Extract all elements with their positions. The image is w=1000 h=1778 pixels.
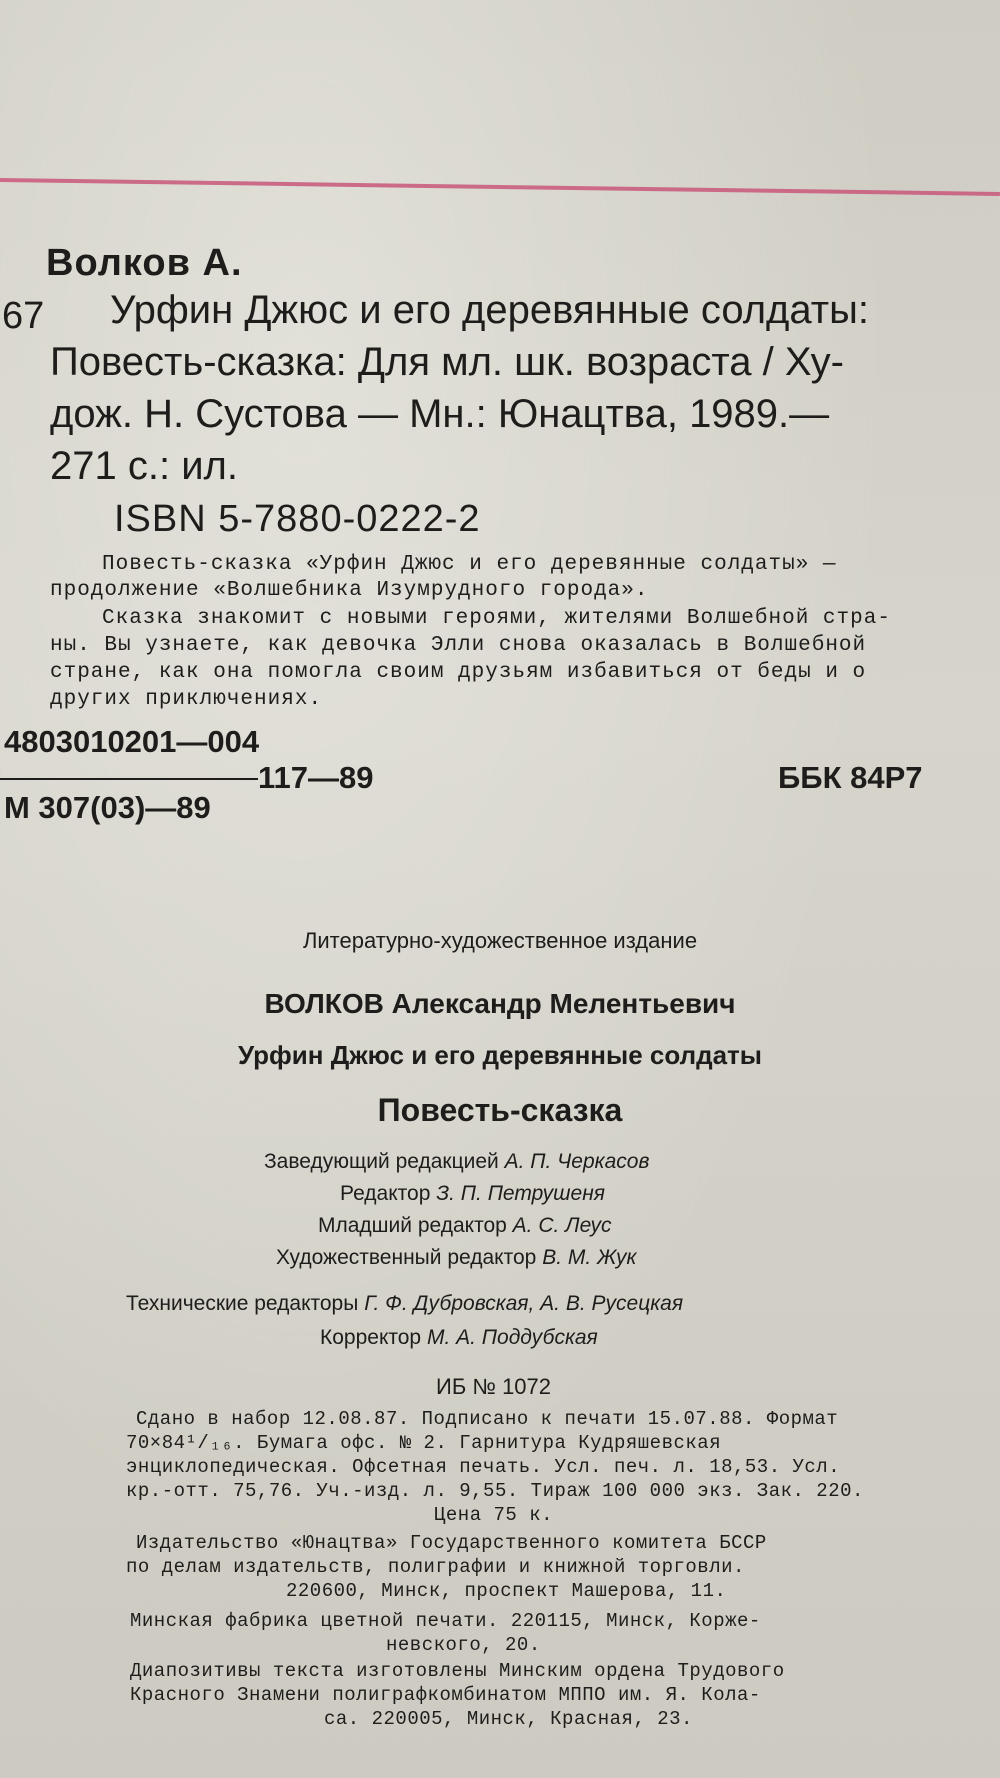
catalog-line-2: Повесть-сказка: Для мл. шк. возраста / Ху- [50, 340, 844, 384]
catalog-line-4: 271 с.: ил. [50, 444, 238, 488]
publisher-line: Издательство «Юнацтва» Государственного комитета БССР [136, 1532, 767, 1554]
imprint-line: кр.-отт. 75,76. Уч.-изд. л. 9,55. Тираж 100 000 экз. Зак. 220. [126, 1480, 864, 1502]
credit-line [318, 1214, 612, 1238]
printer-line: Красного Знамени полиграфкомбинатом МППО им. Я. Кола- [130, 1684, 761, 1706]
credit-name: Г. Ф. Дубровская, А. В. Русецкая [364, 1292, 684, 1315]
printer-line: невского, 20. [386, 1634, 541, 1656]
printer-line: са. 220005, Минск, Красная, 23. [324, 1708, 693, 1730]
code-middle: 117—89 [258, 760, 374, 795]
credit-name: А. П. Черкасов [504, 1150, 650, 1173]
author-full-name: ВОЛКОВ Александр Мелентьевич [264, 988, 736, 1019]
ib-number: ИБ № 1072 [436, 1374, 552, 1399]
credit-name: М. А. Поддубская [426, 1326, 598, 1349]
bbk-code: ББК 84Р7 [778, 760, 923, 795]
credit-line [126, 1292, 683, 1316]
code-fraction-rule [0, 778, 258, 780]
publisher-line: 220600, Минск, проспект Машерова, 11. [286, 1580, 727, 1602]
annotation-line: Повесть-сказка «Урфин Джюс и его деревянные солдаты» — [102, 553, 837, 576]
printer-line: Минская фабрика цветной печати. 220115, Минск, Корже- [130, 1610, 761, 1632]
credit-line [340, 1182, 605, 1206]
price: Цена 75 к. [434, 1504, 554, 1526]
catalog-author: Волков А. [46, 242, 243, 284]
catalog-line-3: дож. Н. Сустова — Мн.: Юнацтва, 1989.— [50, 392, 830, 436]
imprint-line: 70×84¹/₁₆. Бумага офс. № 2. Гарнитура Кудряшевская [126, 1432, 722, 1454]
annotation-line: других приключениях. [50, 688, 323, 711]
catalog-class-code: 67 [2, 295, 45, 337]
credit-name: В. М. Жук [542, 1246, 637, 1269]
credit-role: Заведующий редакцией [264, 1150, 499, 1173]
credit-role: Редактор [340, 1182, 431, 1205]
code-denominator: М 307(03)—89 [4, 790, 211, 825]
code-numerator: 4803010201—004 [4, 724, 260, 759]
printer-line: Диапозитивы текста изготовлены Минским ордена Трудового [130, 1660, 785, 1682]
annotation-line: ны. Вы узнаете, как девочка Элли снова оказалась в Волшебной [50, 634, 867, 657]
imprint-line: энциклопедическая. Офсетная печать. Усл. печ. л. 18,53. Усл. [126, 1456, 841, 1478]
credit-role: Корректор [320, 1326, 422, 1349]
credit-name: З. П. Петрушеня [436, 1182, 605, 1205]
credit-line [276, 1246, 636, 1270]
credit-line [320, 1326, 598, 1350]
credit-name: А. С. Леус [512, 1214, 612, 1237]
credit-role: Технические редакторы [126, 1292, 359, 1315]
publisher-line: по делам издательств, полиграфии и книжной торговли. [126, 1556, 745, 1578]
credit-role: Младший редактор [318, 1214, 507, 1237]
imprint-line: Сдано в набор 12.08.87. Подписано к печати 15.07.88. Формат [136, 1408, 839, 1430]
annotation-line: стране, как она помогла своим друзьям избавиться от беды и о [50, 661, 867, 684]
annotation-line: продолжение «Волшебника Изумрудного города». [50, 579, 649, 602]
isbn: ISBN 5-7880-0222-2 [114, 498, 481, 540]
annotation-line: Сказка знакомит с новыми героями, жителями Волшебной стра- [102, 607, 891, 630]
catalog-line-1: Урфин Джюс и его деревянные солдаты: [110, 288, 869, 332]
credit-role: Художественный редактор [276, 1246, 537, 1269]
credit-line [264, 1150, 649, 1174]
edition-type: Литературно-художественное издание [302, 928, 698, 953]
pink-rule [0, 178, 1000, 196]
book-title: Урфин Джюс и его деревянные солдаты [237, 1040, 762, 1070]
book-genre: Повесть-сказка [377, 1092, 623, 1128]
